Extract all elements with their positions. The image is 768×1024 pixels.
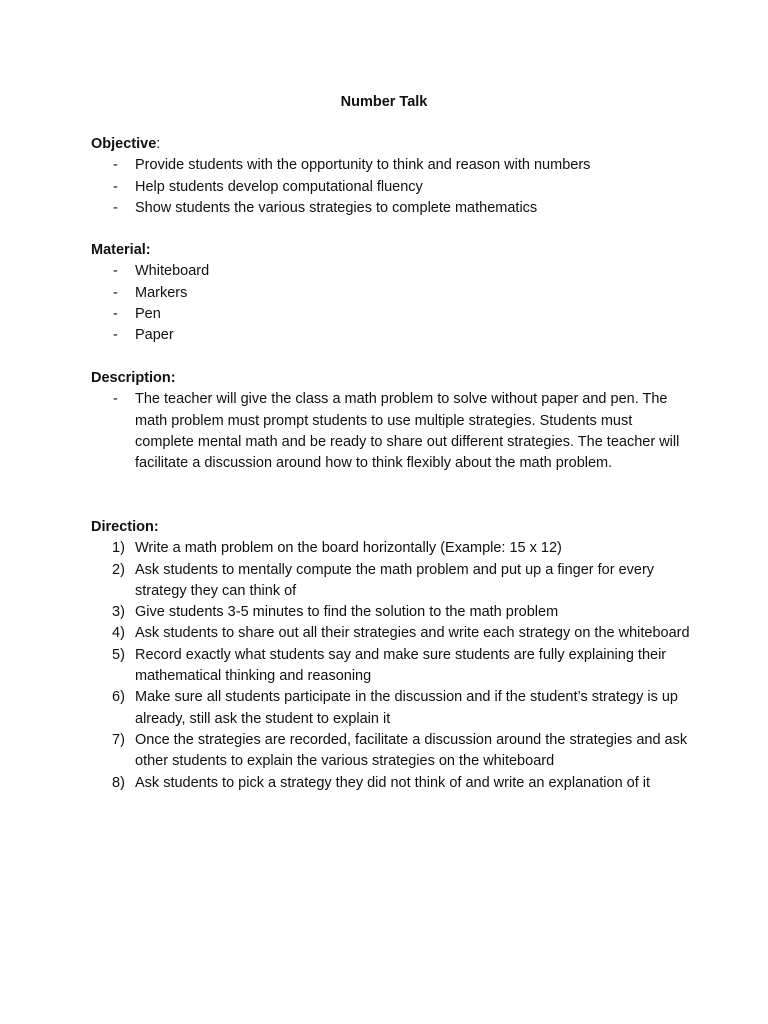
step-number: 5): [112, 646, 125, 663]
list-item-text: Show students the various strategies to complete mathematics: [135, 199, 538, 216]
list-item: [91, 538, 691, 559]
description-heading: Description:: [91, 370, 176, 386]
dash-bullet: -: [113, 199, 118, 216]
step-number: 6): [112, 689, 125, 706]
objective-section: [91, 134, 691, 219]
list-item: [91, 602, 691, 623]
material-list: [91, 261, 691, 346]
list-item: [91, 730, 691, 773]
objective-heading: [91, 134, 691, 155]
step-number: 4): [112, 625, 125, 642]
material-section: [91, 240, 691, 346]
list-item: [91, 304, 691, 325]
objective-list: [91, 155, 691, 219]
list-item-text: Ask students to share out all their strategies and write each strategy on the whiteboard: [135, 625, 690, 642]
list-item-text: Pen: [135, 305, 161, 322]
list-item-text: Markers: [135, 284, 188, 301]
description-list: [91, 389, 691, 474]
dash-bullet: -: [113, 391, 118, 408]
list-item-text: The teacher will give the class a math problem to solve without paper and pen. The math problem must prompt students to use multiple strategies. Students must complete mental math and be ready to share out different strategies. The teacher will facilitate a discussion around how to think flexibly about the math problem.: [135, 391, 680, 472]
step-number: 1): [112, 540, 125, 557]
page-title: Number Talk: [340, 94, 428, 110]
dash-bullet: -: [113, 284, 118, 301]
direction-heading: Direction:: [91, 519, 159, 535]
list-item: [91, 198, 691, 219]
list-item-text: Paper: [135, 327, 174, 344]
description-section: [91, 368, 691, 474]
list-item: [91, 177, 691, 198]
list-item: [91, 325, 691, 346]
list-item-text: Once the strategies are recorded, facilitate a discussion around the strategies and ask other students to explain the various strategies on the whiteboard: [135, 731, 688, 770]
dash-bullet: -: [113, 157, 118, 174]
list-item: [91, 261, 691, 282]
dash-bullet: -: [113, 263, 118, 280]
direction-section: [91, 517, 691, 794]
list-item-text: Make sure all students participate in the discussion and if the student’s strategy is up already, still ask the student to explain it: [135, 689, 678, 727]
list-item: [91, 560, 691, 603]
list-item-text: Provide students with the opportunity to think and reason with numbers: [135, 157, 591, 174]
list-item: [91, 389, 691, 474]
list-item-text: Record exactly what students say and make sure students are fully explaining their mathematical thinking and reasoning: [135, 646, 667, 685]
step-number: 2): [112, 561, 125, 578]
material-heading: Material:: [91, 242, 151, 258]
list-item: [91, 687, 691, 730]
list-item: [91, 283, 691, 304]
list-item-text: Ask students to pick a strategy they did not think of and write an explanation of it: [135, 774, 651, 791]
dash-bullet: -: [113, 305, 118, 322]
step-number: 3): [112, 604, 125, 621]
objective-heading-colon: :: [156, 136, 161, 152]
list-item-text: Give students 3-5 minutes to find the solution to the math problem: [135, 604, 559, 621]
step-number: 8): [112, 774, 125, 791]
list-item: [91, 155, 691, 176]
list-item-text: Write a math problem on the board horizontally (Example: 15 x 12): [135, 540, 562, 557]
direction-list: [91, 538, 691, 794]
step-number: 7): [112, 731, 125, 748]
list-item: [91, 773, 691, 794]
list-item-text: Whiteboard: [135, 263, 210, 280]
list-item-text: Help students develop computational fluency: [135, 178, 423, 195]
objective-heading-text: Objective: [91, 136, 157, 152]
dash-bullet: -: [113, 327, 118, 344]
list-item: [91, 645, 691, 688]
list-item-text: Ask students to mentally compute the math problem and put up a finger for every strategy they can think of: [135, 561, 655, 599]
dash-bullet: -: [113, 178, 118, 195]
list-item: [91, 623, 691, 644]
